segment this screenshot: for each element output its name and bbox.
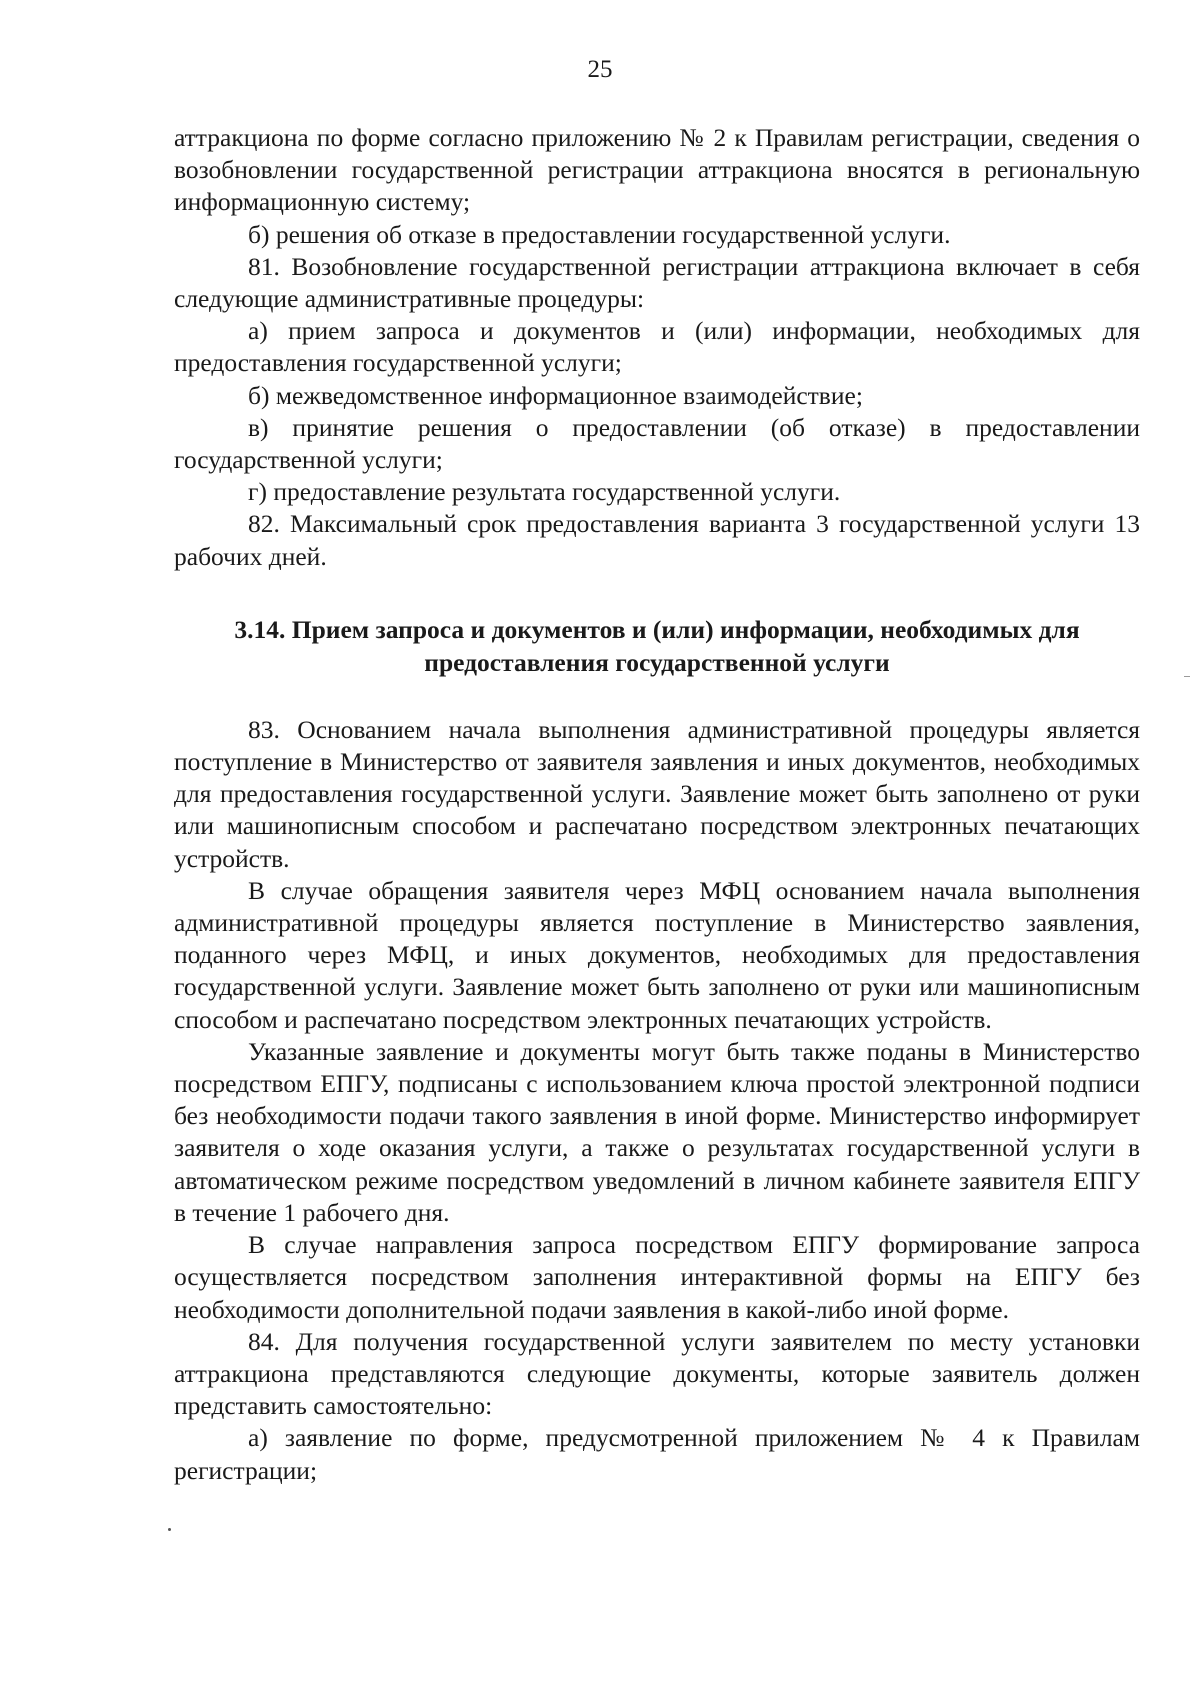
paragraph-epgu-submission: Указанные заявление и документы могут быть также поданы в Министерство посредством ЕПГУ, подписаны с использованием ключа простой электронной подписи без необходимости подачи такого заявления в иной форме. Министерство информирует заявителя о ходе оказания услуги, а также о результатах государственной услуги в автоматическом режиме посредством уведомлений в личном кабинете заявителя ЕПГУ в течение 1 рабочего дня. (174, 1036, 1140, 1227)
paragraph-item-b-refusal: б) решения об отказе в предоставлении государственной услуги. (248, 219, 951, 249)
paragraph-epgu-request: В случае направления запроса посредством ЕПГУ формирование запроса осуществляется посредством заполнения интерактивной формы на ЕПГУ без необходимости дополнительной подачи заявления в какой-либо иной форме. (174, 1230, 1140, 1324)
paragraph-item-b: б) межведомственное информационное взаимодействие; (248, 380, 863, 410)
paragraph-item-g: г) предоставление результата государственной услуги. (248, 477, 841, 507)
paragraph-84-item-a: а) заявление по форме, предусмотренной приложением № 4 к Правилам регистрации; (174, 1423, 1140, 1485)
paragraph-item-v: в) принятие решения о предоставлении (об отказе) в предоставлении государственной услуги; (174, 412, 1140, 475)
paragraph-continuation: аттракциона по форме согласно приложению № 2 к Правилам регистрации, сведения о возобновлении государственной регистрации аттракциона вносятся в региональную информационную систему; (174, 123, 1140, 217)
paragraph-item-a: а) прием запроса и документов и (или) информации, необходимых для предоставления государственной услуги; (174, 316, 1140, 378)
section-heading (174, 613, 1140, 679)
section-heading-line-2: предоставления государственной услуги (424, 647, 890, 677)
paragraph-83: 83. Основанием начала выполнения административной процедуры является поступление в Министерство от заявителя заявления и иных документов, необходимых для предоставления государственной услуги. Заявление может быть заполнено от руки или машинописным способом и распечатано посредством электронных печатающих устройств. (174, 714, 1140, 873)
paragraph-81: 81. Возобновление государственной регистрации аттракциона включает в себя следующие административные процедуры: (174, 251, 1140, 314)
paragraph-84: 84. Для получения государственной услуги заявителем по месту установки аттракциона представляются следующие документы, которые заявитель должен представить самостоятельно: (174, 1326, 1140, 1421)
paragraph-82: 82. Максимальный срок предоставления варианта 3 государственной услуги 13 рабочих дней. (174, 509, 1140, 571)
section-heading-line-1: 3.14. Прием запроса и документов и (или) информации, необходимых для (234, 614, 1080, 644)
paragraph-mfc: В случае обращения заявителя через МФЦ основанием начала выполнения административной процедуры является поступление в Министерство заявления, поданного через МФЦ, и иных документов, необходимых для предоставления государственной услуги. Заявление может быть заполнено от руки или машинописным способом и распечатано посредством электронных печатающих устройств. (174, 875, 1140, 1034)
page-number: 25 (587, 56, 613, 83)
scan-edge-mark (1184, 676, 1190, 677)
document-body (174, 122, 1140, 1487)
scan-speck (168, 1528, 171, 1531)
